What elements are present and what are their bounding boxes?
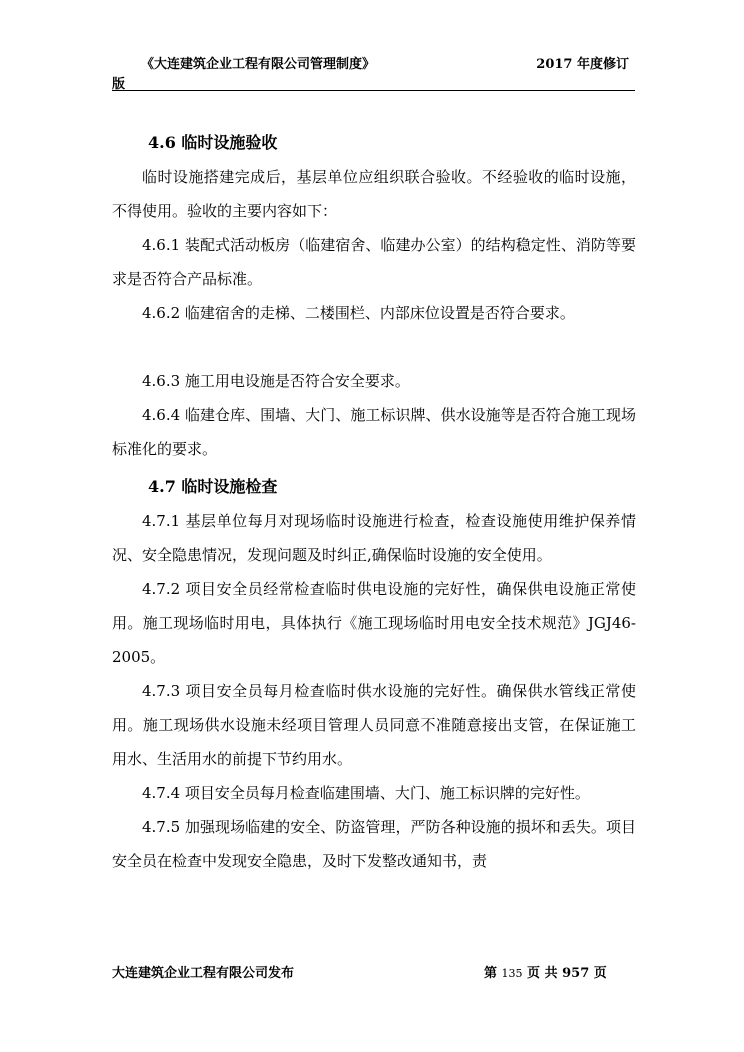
header-title: 《大连建筑企业工程有限公司管理制度》 [141, 57, 376, 72]
page-mid: 页 共 [522, 966, 563, 981]
paragraph: 4.6.3 施工用电设施是否符合安全要求。 [142, 372, 410, 390]
paragraph: 4.6.2 临建宿舍的走梯、二楼围栏、内部床位设置是否符合要求。 [142, 304, 575, 322]
page-prefix: 第 [484, 966, 502, 981]
paragraph: 4.7.5 加强现场临建的安全、防盗管理，严防各种设施的损坏和丢失。项目安全员在检查中发现安全隐患，及时下发整改通知书，责 [112, 818, 636, 870]
header-revision-wrap: 版 [112, 77, 126, 92]
total-page-number: 957 [562, 966, 590, 981]
paragraph: 4.6.4 临建仓库、围墙、大门、施工标识牌、供水设施等是否符合施工现场标准化的要求。 [112, 406, 636, 458]
header-divider [112, 90, 635, 91]
paragraph: 4.7.3 项目安全员每月检查临时供水设施的完好性。确保供水管线正常使用。施工现场供水设施未经项目管理人员同意不准随意接出支管，在保证施工用水、生活用水的前提下节约用水。 [112, 682, 636, 768]
paragraph: 4.6.1 装配式活动板房（临建宿舍、临建办公室）的结构稳定性、消防等要求是否符合产品标准。 [112, 236, 636, 288]
section-heading-4-6: 4.6 临时设施验收 [148, 133, 278, 152]
header-revision: 2017 年度修订 [536, 57, 629, 72]
document-body [112, 126, 636, 878]
current-page-number: 135 [501, 967, 523, 980]
page-suffix: 页 [589, 966, 607, 981]
footer-page-info [484, 962, 607, 981]
paragraph: 4.7.2 项目安全员经常检查临时供电设施的完好性，确保供电设施正常使用。施工现场临时用电，具体执行《施工现场临时用电安全技术规范》JGJ46-2005。 [112, 580, 636, 666]
section-heading-4-7: 4.7 临时设施检查 [148, 477, 278, 496]
paragraph: 临时设施搭建完成后，基层单位应组织联合验收。不经验收的临时设施，不得使用。验收的主要内容如下： [112, 168, 636, 220]
paragraph: 4.7.1 基层单位每月对现场临时设施进行检查，检查设施使用维护保养情况、安全隐患情况，发现问题及时纠正,确保临时设施的安全使用。 [112, 512, 636, 564]
paragraph: 4.7.4 项目安全员每月检查临建围墙、大门、施工标识牌的完好性。 [142, 784, 590, 802]
footer-publisher: 大连建筑企业工程有限公司发布 [112, 966, 295, 981]
